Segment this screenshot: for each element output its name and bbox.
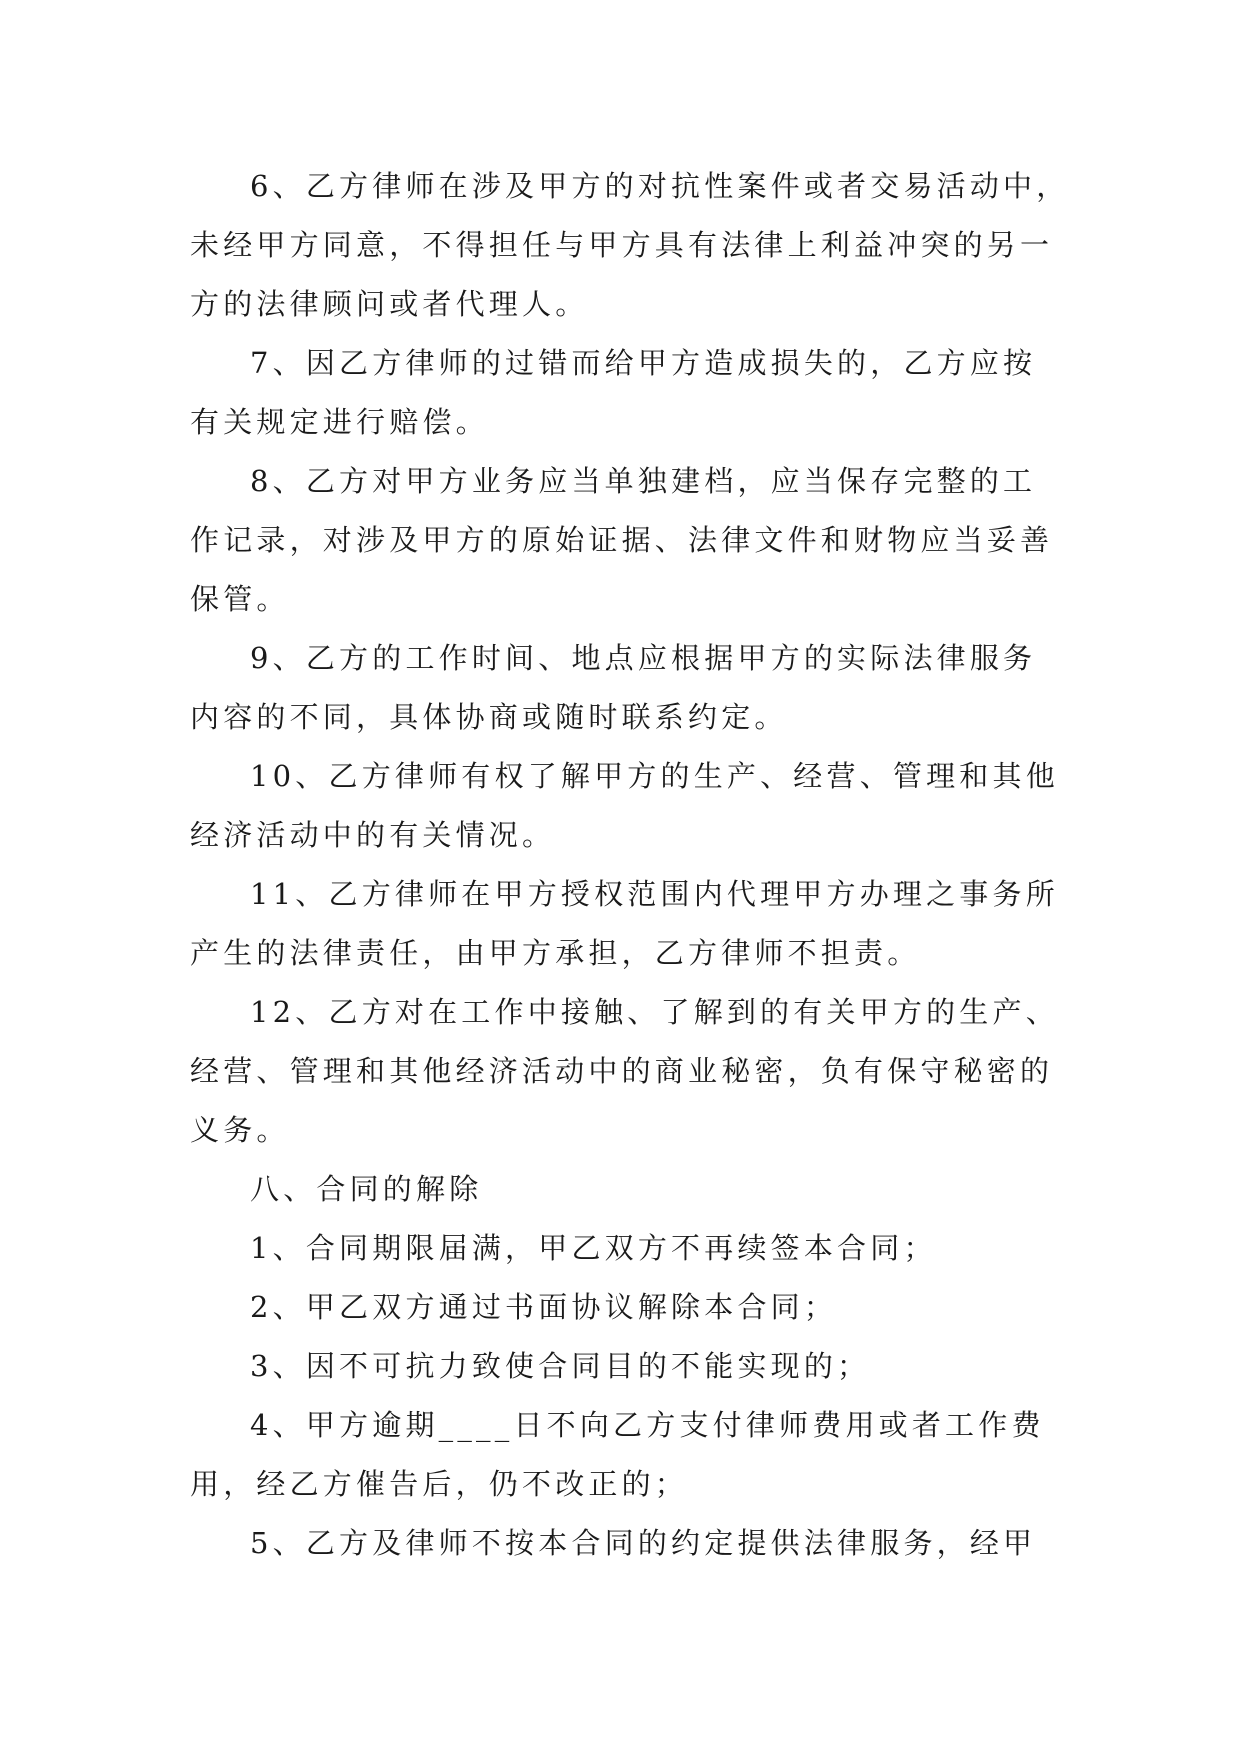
paragraph-line: 内容的不同，具体协商或随时联系约定。 bbox=[190, 700, 788, 734]
paragraph-line: 3、因不可抗力致使合同目的不能实现的； bbox=[250, 1349, 871, 1383]
paragraph-line: 8、乙方对甲方业务应当单独建档，应当保存完整的工 bbox=[250, 464, 1037, 498]
paragraph-line: 作记录，对涉及甲方的原始证据、法律文件和财物应当妥善 bbox=[190, 523, 1054, 557]
paragraph-line: 产生的法律责任，由甲方承担，乙方律师不担责。 bbox=[190, 936, 921, 970]
paragraph-line: 2、甲乙双方通过书面协议解除本合同； bbox=[250, 1290, 838, 1324]
section-heading: 八、合同的解除 bbox=[250, 1172, 483, 1206]
paragraph-line: 有关规定进行赔偿。 bbox=[190, 405, 489, 439]
paragraph-line: 10、乙方律师有权了解甲方的生产、经营、管理和其他 bbox=[250, 759, 1059, 793]
paragraph-line: 11、乙方律师在甲方授权范围内代理甲方办理之事务所 bbox=[250, 877, 1059, 911]
paragraph-line: 未经甲方同意，不得担任与甲方具有法律上利益冲突的另一 bbox=[190, 228, 1054, 262]
paragraph-line: 12、乙方对在工作中接触、了解到的有关甲方的生产、 bbox=[250, 995, 1059, 1029]
paragraph-line: 6、乙方律师在涉及甲方的对抗性案件或者交易活动中， bbox=[250, 169, 1070, 203]
paragraph-line: 4、甲方逾期____日不向乙方支付律师费用或者工作费 bbox=[250, 1408, 1045, 1442]
paragraph-line: 义务。 bbox=[190, 1113, 290, 1147]
paragraph-line: 保管。 bbox=[190, 582, 290, 616]
paragraph-line: 5、乙方及律师不按本合同的约定提供法律服务，经甲 bbox=[250, 1526, 1037, 1560]
paragraph-line: 经营、管理和其他经济活动中的商业秘密，负有保守秘密的 bbox=[190, 1054, 1054, 1088]
paragraph-line: 1、合同期限届满，甲乙双方不再续签本合同； bbox=[250, 1231, 937, 1265]
paragraph-line: 7、因乙方律师的过错而给甲方造成损失的，乙方应按 bbox=[250, 346, 1037, 380]
paragraph-line: 经济活动中的有关情况。 bbox=[190, 818, 556, 852]
paragraph-line: 用，经乙方催告后，仍不改正的； bbox=[190, 1467, 689, 1501]
paragraph-line: 9、乙方的工作时间、地点应根据甲方的实际法律服务 bbox=[250, 641, 1037, 675]
paragraph-line: 方的法律顾问或者代理人。 bbox=[190, 287, 589, 321]
